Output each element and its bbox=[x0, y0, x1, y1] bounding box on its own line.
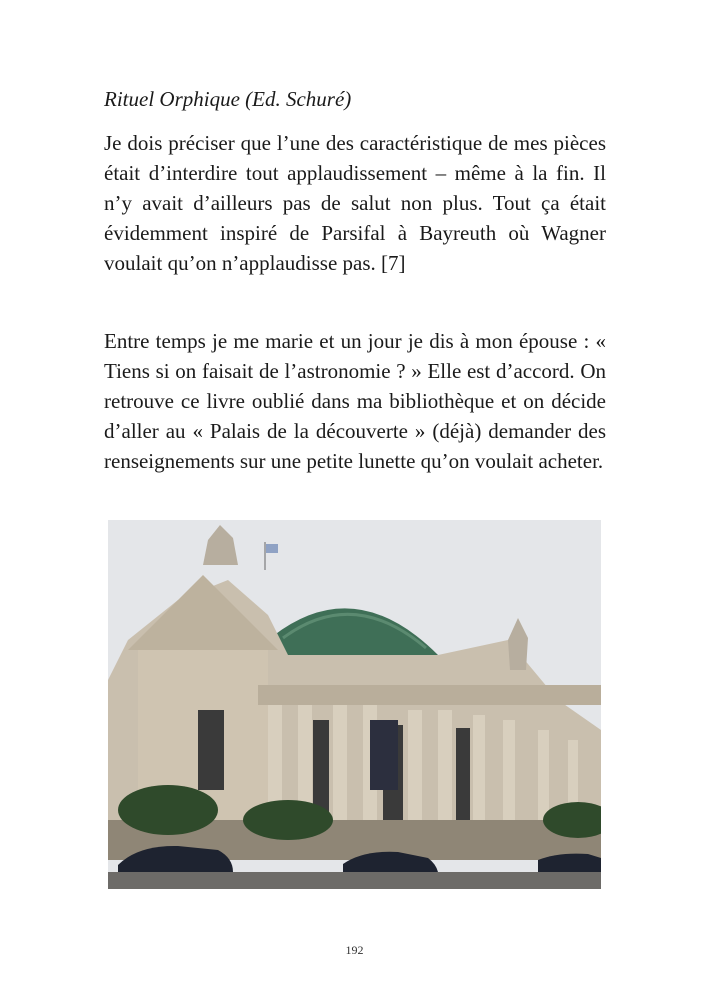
grand-palais-photo bbox=[108, 520, 601, 889]
paragraph-1: Je dois préciser que l’une des caractéristique de mes pièces était d’interdire tout applaudissement – même à la fin. Il n’y avait d’ailleurs pas de salut non plus. Tout ça était évidemment inspiré de Parsifal à Bayreuth où Wagner voulait qu’on n’applaudisse pas. [7] bbox=[104, 131, 606, 275]
page-number: 192 bbox=[345, 943, 364, 957]
paragraph-2: Entre temps je me marie et un jour je dis à mon épouse : « Tiens si on faisait de l’astronomie ? » Elle est d’accord. On retrouve ce livre oublié dans ma bibliothèque et on décide d’aller au « Palais de la découverte » (déjà) demander des renseignements sur une petite lunette qu’on voulait acheter. bbox=[104, 329, 606, 473]
section-heading: Rituel Orphique (Ed. Schuré) bbox=[104, 87, 352, 111]
